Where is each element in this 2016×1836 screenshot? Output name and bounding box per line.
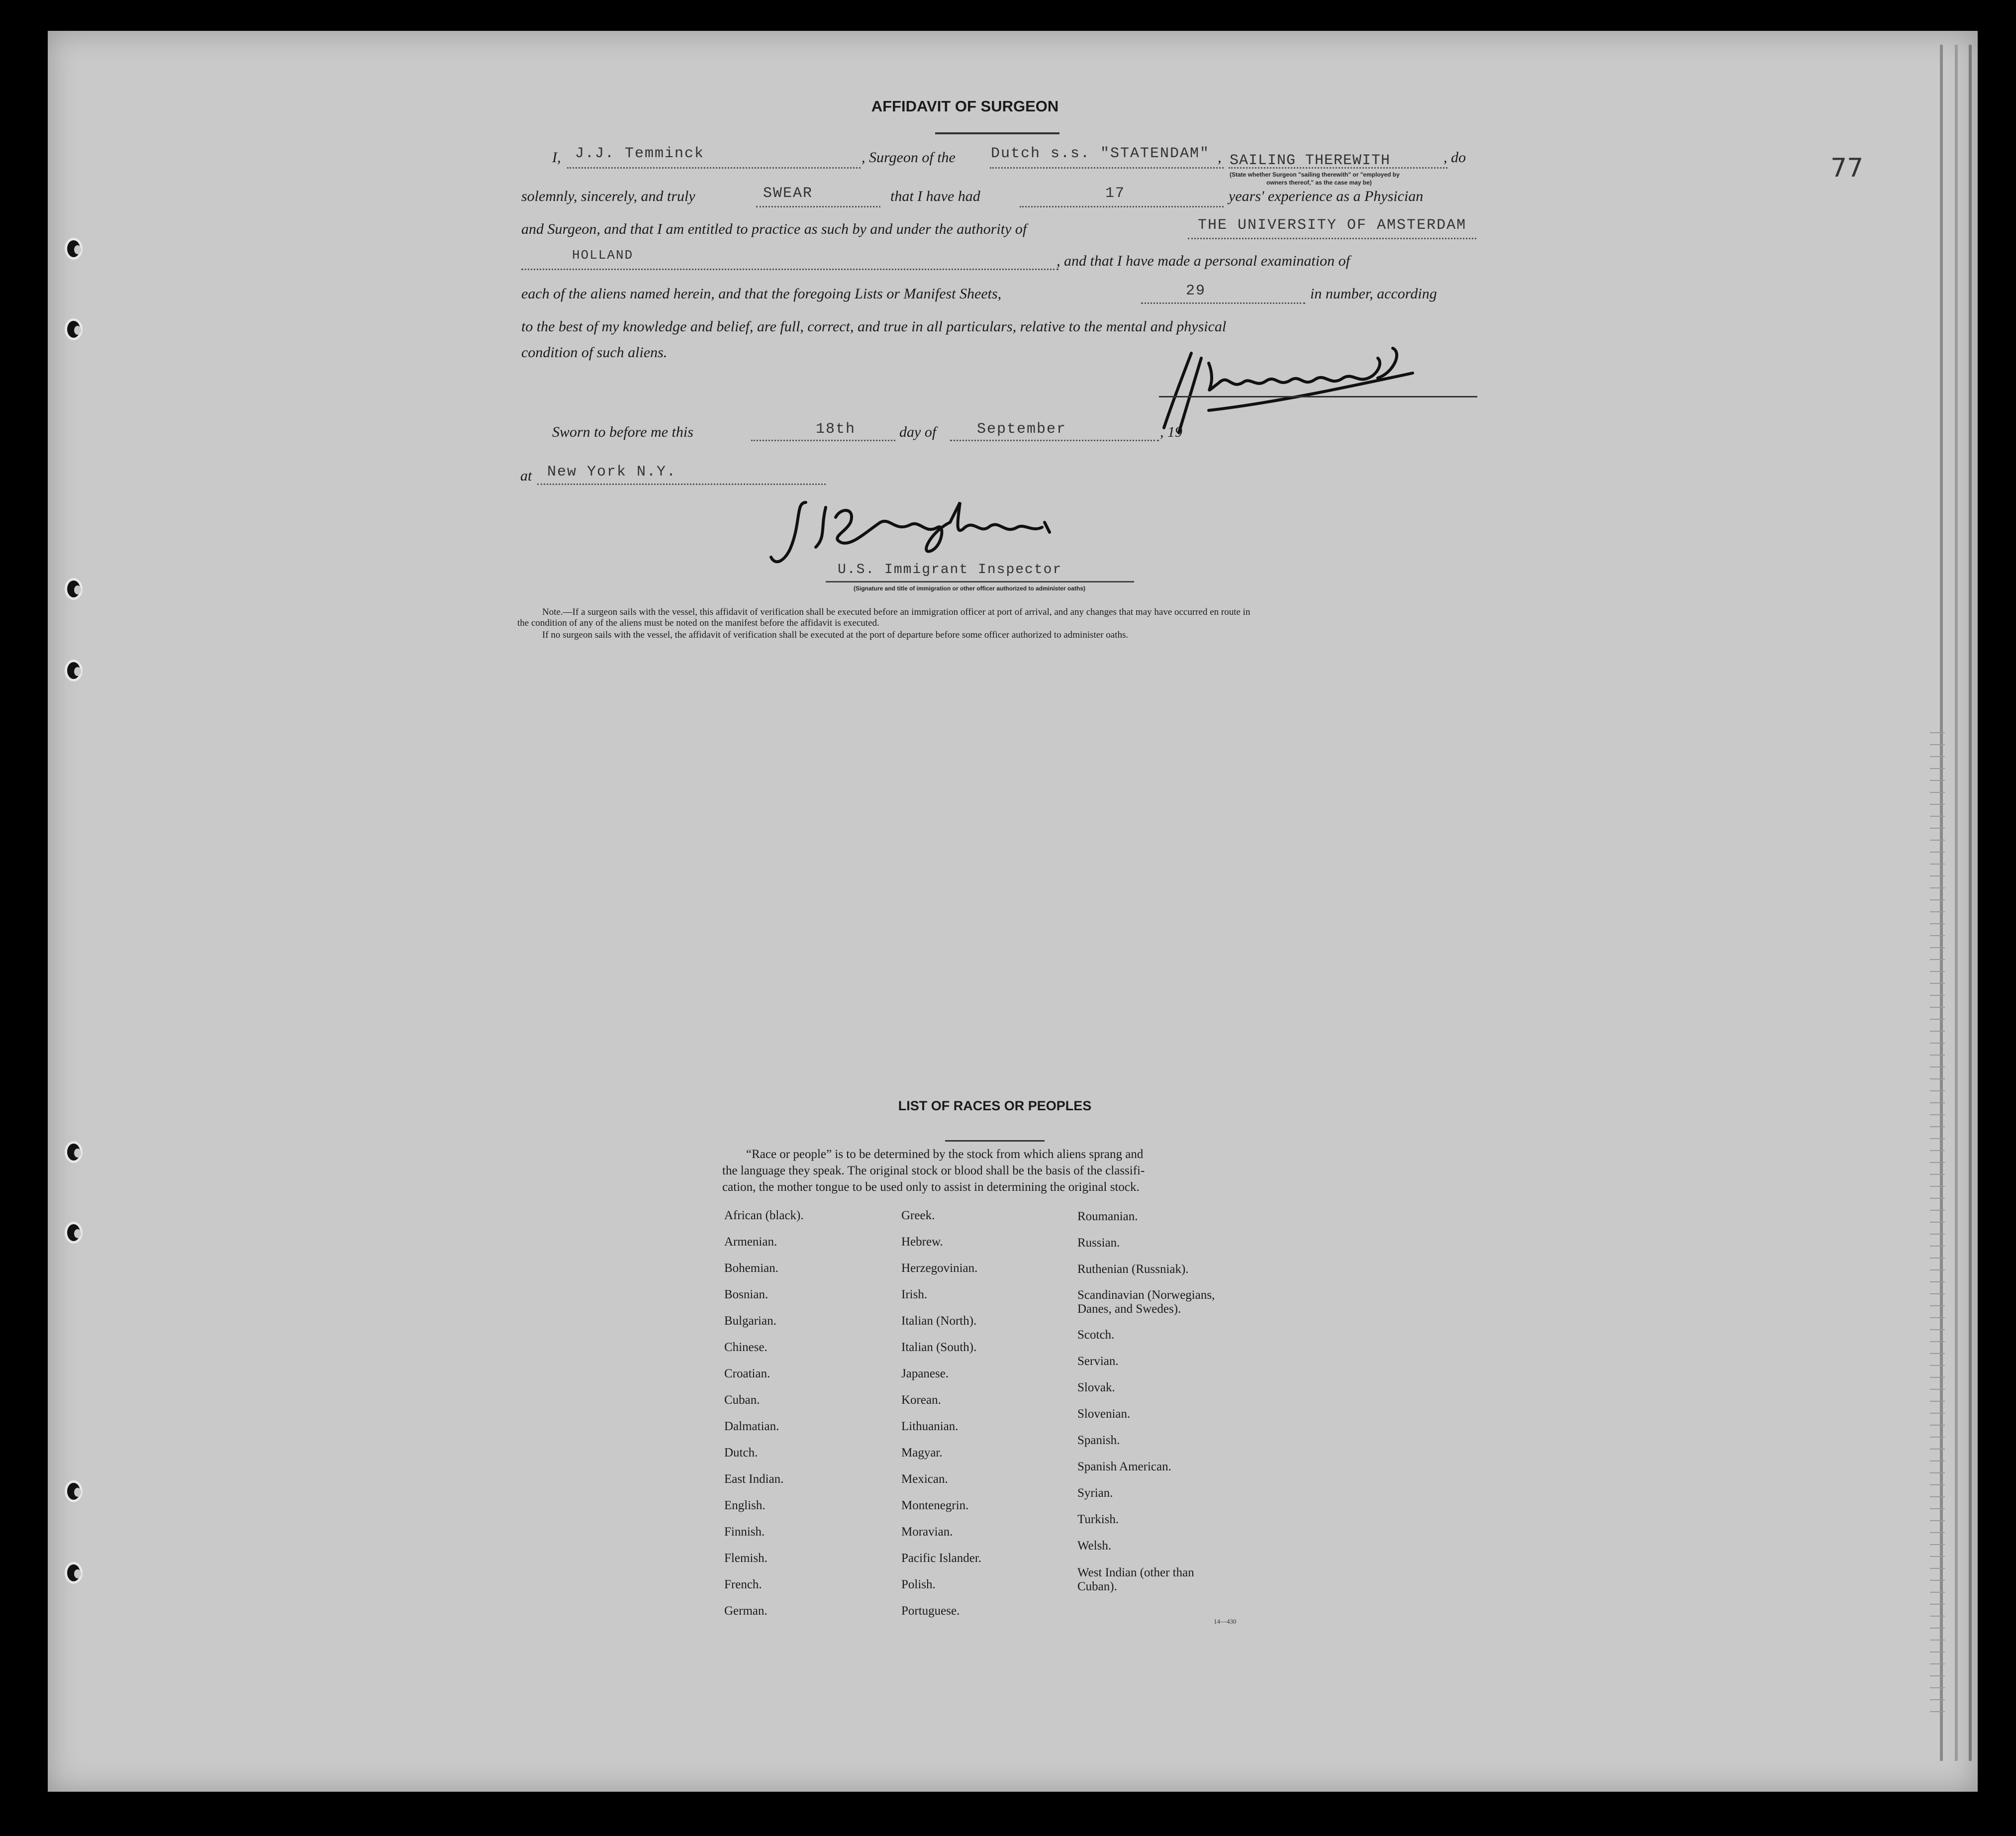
race-item: Finnish. (724, 1525, 765, 1539)
ruler-ticks (1930, 721, 1945, 1716)
line6: to the best of my knowledge and belief, are full, correct, and true in all particulars, relative to the mental and physical (521, 318, 1227, 335)
race-item: Syrian. (1077, 1486, 1113, 1500)
field-underline (537, 483, 826, 485)
race-item: German. (724, 1604, 768, 1618)
binder-hole (65, 238, 83, 260)
field-underline (1020, 206, 1224, 207)
race-item: Italian (North). (901, 1314, 977, 1328)
place-field: New York N.Y. (547, 464, 677, 481)
binder-hole (65, 318, 83, 340)
officer-title: U.S. Immigrant Inspector (838, 562, 1062, 578)
page-edge (1955, 45, 1958, 1761)
line5-prefix: each of the aliens named herein, and that the foregoing Lists or Manifest Sheets, (521, 286, 1002, 302)
form-number: 14—430 (1214, 1618, 1237, 1625)
binder-hole (65, 578, 83, 600)
status-note-2: owners thereof," as the case may be) (1266, 179, 1372, 186)
sheets-count-field: 29 (1186, 283, 1206, 299)
intro-line: cation, the mother tongue to be used only to assist in determining the original stock. (722, 1180, 1140, 1194)
race-item: Cuban. (724, 1393, 760, 1407)
race-item: Slovak. (1077, 1381, 1115, 1394)
race-item: Lithuanian. (901, 1420, 959, 1433)
race-item: Irish. (901, 1288, 928, 1301)
field-underline (950, 440, 1159, 441)
ship-name-field: Dutch s.s. "STATENDAM" (991, 145, 1210, 162)
race-item: West Indian (other than Cuban). (1077, 1566, 1194, 1593)
line2-prefix: solemnly, sincerely, and truly (521, 188, 695, 204)
line4-suffix: , and that I have made a personal examination of (1056, 253, 1350, 269)
status-note-1: (State whether Surgeon "sailing therewith" or "employed by (1230, 171, 1400, 178)
at-prefix: at (520, 468, 532, 484)
race-item: Dalmatian. (724, 1420, 779, 1433)
race-item: Montenegrin. (901, 1499, 969, 1512)
title-underline (935, 132, 1059, 134)
race-item: Chinese. (724, 1341, 768, 1354)
oath-field: SWEAR (763, 185, 813, 202)
race-item: Armenian. (724, 1235, 777, 1249)
sworn-prefix: Sworn to before me this (552, 424, 693, 440)
race-item: Slovenian. (1077, 1407, 1131, 1421)
page-edge (1969, 45, 1972, 1761)
field-underline (751, 440, 895, 441)
binder-hole (65, 1480, 83, 1502)
race-item: Bosnian. (724, 1288, 768, 1301)
binder-hole (65, 1141, 83, 1163)
race-item: Korean. (901, 1393, 941, 1407)
race-item: African (black). (724, 1209, 804, 1222)
binder-hole (65, 660, 83, 681)
race-item: Pacific Islander. (901, 1551, 982, 1565)
race-item: Japanese. (901, 1367, 949, 1380)
field-underline (756, 206, 880, 207)
line1-prefix: I, (552, 149, 561, 166)
race-item: Welsh. (1077, 1539, 1112, 1552)
authority-field-2: HOLLAND (572, 248, 634, 263)
line2-mid: that I have had (890, 188, 980, 204)
race-item: Scandinavian (Norwegians, Danes, and Swedes). (1077, 1288, 1215, 1316)
race-item: French. (724, 1578, 762, 1591)
race-item: Hebrew. (901, 1235, 943, 1249)
race-item: Moravian. (901, 1525, 953, 1539)
race-item: Italian (South). (901, 1341, 977, 1354)
line2-suffix: years' experience as a Physician (1229, 188, 1424, 204)
binder-hole (65, 1222, 83, 1244)
line1-comma: , (1218, 149, 1222, 166)
race-item: Servian. (1077, 1354, 1119, 1368)
race-item: Scotch. (1077, 1328, 1115, 1342)
line1-suffix: , do (1443, 149, 1466, 166)
line7: condition of such aliens. (521, 344, 668, 361)
list-intro (722, 1146, 1259, 1195)
affidavit-title: AFFIDAVIT OF SURGEON (871, 97, 1059, 115)
surgeon-signature (1144, 343, 1462, 443)
race-item: Spanish. (1077, 1434, 1120, 1447)
sworn-month-field: September (977, 421, 1067, 438)
race-item: Dutch. (724, 1446, 758, 1459)
field-underline (567, 167, 861, 169)
field-underline (1188, 238, 1476, 239)
race-item: Magyar. (901, 1446, 943, 1459)
binder-hole (65, 1562, 83, 1584)
race-item: Greek. (901, 1209, 935, 1222)
list-title-underline (945, 1140, 1045, 1142)
sworn-suffix: , 19 (1160, 424, 1182, 440)
race-item: Mexican. (901, 1472, 948, 1486)
sailing-status-field: SAILING THEREWITH (1230, 152, 1391, 169)
race-item: Polish. (901, 1578, 936, 1591)
race-item: Roumanian. (1077, 1210, 1138, 1223)
officer-signature-line (826, 581, 1134, 582)
note-line-3: If no surgeon sails with the vessel, the affidavit of verification shall be executed at the port of departure before some officer authorized to administer oaths. (542, 630, 1129, 640)
race-item: Croatian. (724, 1367, 770, 1380)
race-item: Turkish. (1077, 1513, 1119, 1526)
surgeon-name-field: J.J. Temminck (575, 145, 705, 162)
years-field: 17 (1105, 185, 1126, 202)
sworn-day-field: 18th (816, 421, 856, 438)
intro-line: the language they speak. The original stock or blood shall be the basis of the classifi- (722, 1164, 1145, 1177)
race-item: Herzegovinian. (901, 1261, 978, 1275)
race-item: English. (724, 1499, 766, 1512)
officer-caption: (Signature and title of immigration or other officer authorized to administer oaths) (854, 585, 1086, 592)
race-item: Ruthenian (Russniak). (1077, 1262, 1189, 1276)
line1-mid: , Surgeon of the (862, 149, 956, 166)
field-underline (990, 167, 1224, 169)
signature-line (1159, 396, 1477, 397)
race-item: Bohemian. (724, 1261, 779, 1275)
sworn-mid: day of (899, 424, 937, 440)
race-item: Bulgarian. (724, 1314, 776, 1328)
field-underline (521, 269, 1058, 270)
note-line-2: the condition of any of the aliens must be noted on the manifest before the affidavit is executed. (517, 618, 879, 628)
intro-line: “Race or people” is to be determined by the stock from which aliens sprang and (746, 1148, 1144, 1161)
line3-prefix: and Surgeon, and that I am entitled to practice as such by and under the authority of (521, 221, 1027, 237)
race-item: Flemish. (724, 1551, 768, 1565)
authority-field: THE UNIVERSITY OF AMSTERDAM (1198, 217, 1467, 234)
paper-sheet (48, 31, 1978, 1792)
race-item: East Indian. (724, 1472, 784, 1486)
line5-suffix: in number, according (1310, 286, 1437, 302)
race-item: Spanish American. (1077, 1460, 1171, 1473)
list-title: LIST OF RACES OR PEOPLES (898, 1098, 1092, 1113)
race-item: Russian. (1077, 1236, 1120, 1250)
note-line-1: Note.—If a surgeon sails with the vessel, this affidavit of verification shall be executed before an immigration officer at port of arrival, and any changes that may have occurred en route in (542, 607, 1250, 617)
inspector-signature (766, 492, 1114, 572)
field-underline (1141, 302, 1305, 304)
page-number: 77 (1830, 153, 1864, 183)
race-item: Portuguese. (901, 1604, 960, 1618)
